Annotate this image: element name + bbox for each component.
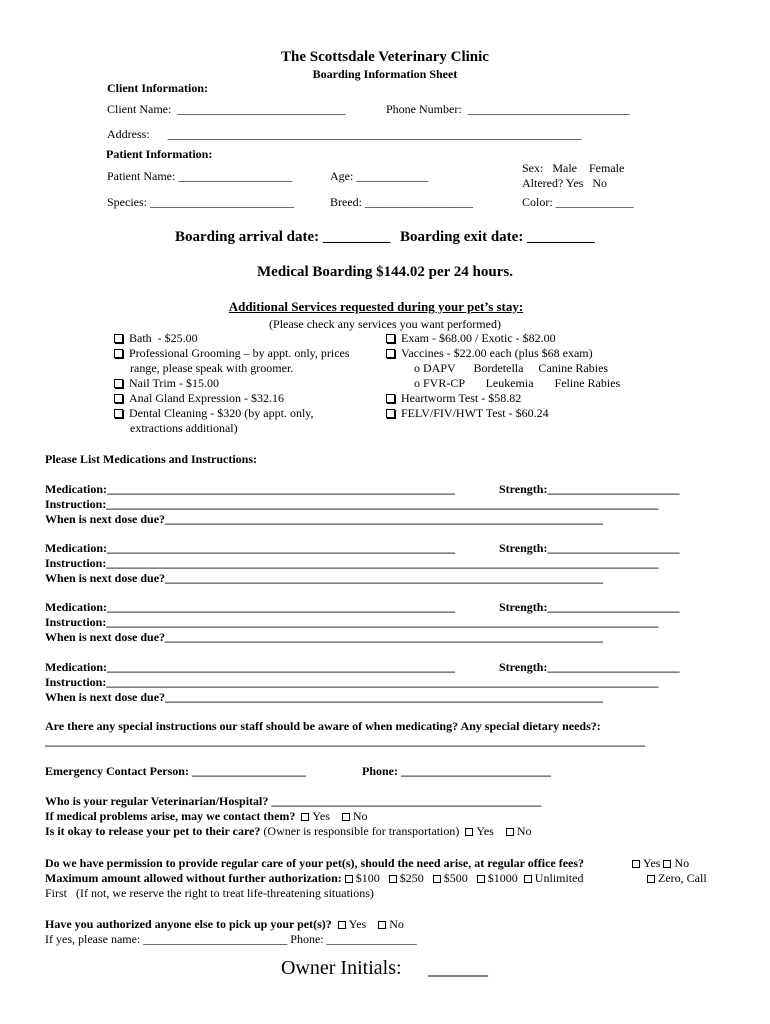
checkbox-icon[interactable] [386, 394, 395, 403]
service-dental-note: extractions additional) [130, 421, 238, 435]
checkbox-icon[interactable] [647, 875, 655, 883]
checkbox-icon[interactable] [386, 409, 395, 418]
maximum-amount-row: Maximum amount allowed without further authorization: $100 $250 $500 $1000 Unlimited [45, 871, 584, 885]
next-dose-field[interactable]: When is next dose due?_________________________________________________________________________ [45, 630, 604, 644]
owner-initials-label: Owner Initials: [281, 957, 402, 979]
owner-initials-field[interactable]: ______ [428, 957, 488, 979]
instruction-field[interactable]: Instruction:____________________________________________________________________________________________ [45, 497, 659, 511]
clinic-title: The Scottsdale Veterinary Clinic [281, 49, 489, 65]
special-instructions-line[interactable]: ____________________________________________________________________________________________________ [45, 734, 645, 748]
medication-field[interactable]: Medication:__________________________________________________________ [45, 482, 455, 496]
service-exam[interactable]: Exam - $68.00 / Exotic - $82.00 [386, 332, 556, 344]
service-heartworm[interactable]: Heartworm Test - $58.82 [386, 392, 521, 404]
medication-field[interactable]: Medication:__________________________________________________________ [45, 541, 455, 555]
pickup-row: Have you authorized anyone else to pick up your pet(s)? Yes No [45, 917, 404, 931]
checkbox-icon[interactable] [663, 860, 671, 868]
contact-vet-row: If medical problems arise, may we contact them? Yes No [45, 809, 368, 823]
permission-yes-no: Yes No [632, 857, 689, 869]
service-grooming-note: range, please speak with groomer. [130, 361, 294, 375]
sheet-title: Boarding Information Sheet [312, 67, 458, 81]
service-bath[interactable]: Bath - $25.00 [114, 332, 198, 344]
boarding-arrival-field[interactable]: Boarding arrival date: _________ [175, 229, 391, 245]
checkbox-icon[interactable] [465, 828, 473, 836]
regular-vet-field[interactable]: Who is your regular Veterinarian/Hospital? _____________________________________________ [45, 794, 542, 808]
service-vaccines[interactable]: Vaccines - $22.00 each (plus $68 exam) [386, 347, 593, 359]
address-field[interactable]: Address: _____________________________________________________________________ [107, 127, 582, 141]
pickup-name-field[interactable]: If yes, please name: ________________________ Phone: _______________ [45, 932, 417, 946]
instruction-field[interactable]: Instruction:____________________________________________________________________________________________ [45, 675, 659, 689]
patient-name-field[interactable]: Patient Name: ___________________ [107, 169, 293, 183]
species-field[interactable]: Species: ________________________ [107, 195, 294, 209]
color-field[interactable]: Color: _____________ [522, 195, 634, 209]
release-pet-row: Is it okay to release your pet to their care? (Owner is responsible for transportation) Yes No [45, 824, 532, 838]
breed-field[interactable]: Breed: __________________ [330, 195, 473, 209]
sex-field[interactable]: Sex: Male Female [522, 161, 625, 175]
service-dental[interactable]: Dental Cleaning - $320 (by appt. only, [114, 407, 314, 419]
next-dose-field[interactable]: When is next dose due?_________________________________________________________________________ [45, 690, 604, 704]
service-felv-test[interactable]: FELV/FIV/HWT Test - $60.24 [386, 407, 549, 419]
checkbox-icon[interactable] [114, 409, 123, 418]
checkbox-icon[interactable] [301, 813, 309, 821]
medications-heading: Please List Medications and Instructions: [45, 452, 258, 466]
checkbox-icon[interactable] [632, 860, 640, 868]
patient-section-label: Patient Information: [106, 147, 213, 161]
checkbox-icon[interactable] [389, 875, 397, 883]
strength-field[interactable]: Strength:______________________ [499, 660, 680, 674]
special-instructions-question: Are there any special instructions our staff should be aware of when medicating? Any special dietary needs?: [45, 719, 601, 733]
instruction-field[interactable]: Instruction:____________________________________________________________________________________________ [45, 615, 659, 629]
age-field[interactable]: Age: ____________ [330, 169, 429, 183]
strength-field[interactable]: Strength:______________________ [499, 482, 680, 496]
checkbox-icon[interactable] [524, 875, 532, 883]
client-name-field[interactable]: Client Name: ____________________________ [107, 102, 346, 116]
altered-field[interactable]: Altered? Yes No [522, 176, 607, 190]
vaccine-options-row-2[interactable]: o FVR-CP Leukemia Feline Rabies [414, 376, 621, 390]
checkbox-icon[interactable] [477, 875, 485, 883]
vaccine-options-row-1[interactable]: o DAPV Bordetella Canine Rabies [414, 361, 609, 375]
boarding-exit-field[interactable]: Boarding exit date: _________ [400, 229, 595, 245]
next-dose-field[interactable]: When is next dose due?_________________________________________________________________________ [45, 512, 604, 526]
next-dose-field[interactable]: When is next dose due?_________________________________________________________________________ [45, 571, 604, 585]
checkbox-icon[interactable] [345, 875, 353, 883]
checkbox-icon[interactable] [342, 813, 350, 821]
emergency-contact-field[interactable]: Emergency Contact Person: ___________________ [45, 764, 306, 778]
zero-call-option[interactable]: Zero, Call [647, 872, 707, 884]
first-note: First (If not, we reserve the right to treat life-threatening situations) [45, 886, 374, 900]
checkbox-icon[interactable] [433, 875, 441, 883]
services-heading: Additional Services requested during your pet’s stay: [228, 299, 524, 314]
checkbox-icon[interactable] [386, 349, 395, 358]
checkbox-icon[interactable] [338, 921, 346, 929]
service-nail-trim[interactable]: Nail Trim - $15.00 [114, 377, 219, 389]
services-subheading: (Please check any services you want performed) [269, 317, 501, 331]
checkbox-icon[interactable] [114, 334, 123, 343]
instruction-field[interactable]: Instruction:____________________________________________________________________________________________ [45, 556, 659, 570]
medication-field[interactable]: Medication:__________________________________________________________ [45, 660, 455, 674]
strength-field[interactable]: Strength:______________________ [499, 600, 680, 614]
phone-number-field[interactable]: Phone Number: ___________________________ [386, 102, 630, 116]
checkbox-icon[interactable] [114, 394, 123, 403]
medication-field[interactable]: Medication:__________________________________________________________ [45, 600, 455, 614]
emergency-phone-field[interactable]: Phone: _________________________ [362, 764, 551, 778]
checkbox-icon[interactable] [386, 334, 395, 343]
checkbox-icon[interactable] [114, 349, 123, 358]
checkbox-icon[interactable] [378, 921, 386, 929]
client-section-label: Client Information: [107, 81, 208, 95]
strength-field[interactable]: Strength:______________________ [499, 541, 680, 555]
medical-boarding-rate: Medical Boarding $144.02 per 24 hours. [257, 264, 513, 280]
service-anal-gland[interactable]: Anal Gland Expression - $32.16 [114, 392, 284, 404]
permission-question: Do we have permission to provide regular care of your pet(s), should the need arise, at regular office fees? [45, 856, 585, 870]
checkbox-icon[interactable] [114, 379, 123, 388]
service-grooming[interactable]: Professional Grooming – by appt. only, prices [114, 347, 350, 359]
checkbox-icon[interactable] [506, 828, 514, 836]
